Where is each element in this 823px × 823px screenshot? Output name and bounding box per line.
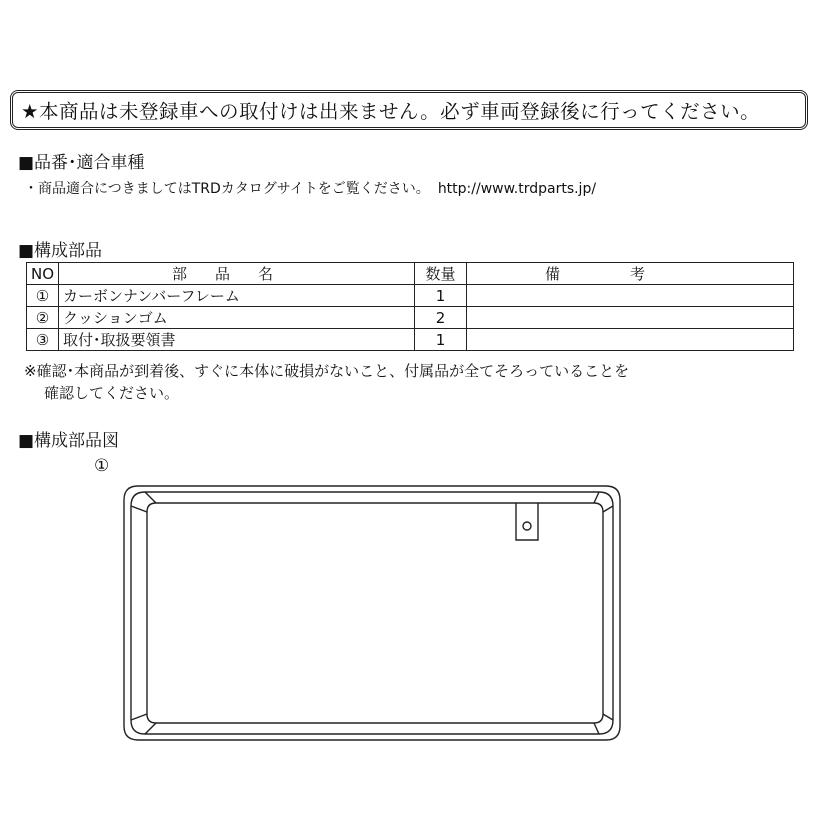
row-no: ① [27, 285, 59, 307]
confirm-line-1: ※確認･本商品が到着後、すぐに本体に破損がないこと、付属品が全てそろっていることを [24, 362, 630, 380]
section-title-fitment: ■品番･適合車種 [18, 153, 145, 173]
section-title-parts: ■構成部品 [18, 241, 103, 261]
header-no: NO [27, 263, 59, 285]
section-title-diagram: ■構成部品図 [18, 431, 120, 451]
header-remarks: 備考 [467, 263, 794, 285]
row-name: カーボンナンバーフレーム [59, 285, 415, 307]
row-qty: 1 [415, 329, 467, 351]
row-name: 取付･取扱要領書 [59, 329, 415, 351]
row-name: クッションゴム [59, 307, 415, 329]
row-no: ③ [27, 329, 59, 351]
fitment-note-text: ・商品適合につきましてはTRDカタログサイトをご覧ください。 [24, 181, 430, 197]
row-qty: 1 [415, 285, 467, 307]
warning-text: ★本商品は未登録車への取付けは出来ません。必ず車両登録後に行ってください。 [21, 100, 761, 123]
diagram-item-number: ① [94, 456, 110, 476]
catalog-url: http://www.trdparts.jp/ [437, 181, 597, 197]
confirm-line-2: 確認してください。 [44, 384, 180, 402]
row-no: ② [27, 307, 59, 329]
header-qty: 数量 [415, 263, 467, 285]
row-qty: 2 [415, 307, 467, 329]
header-name: 部品名 [59, 263, 415, 285]
